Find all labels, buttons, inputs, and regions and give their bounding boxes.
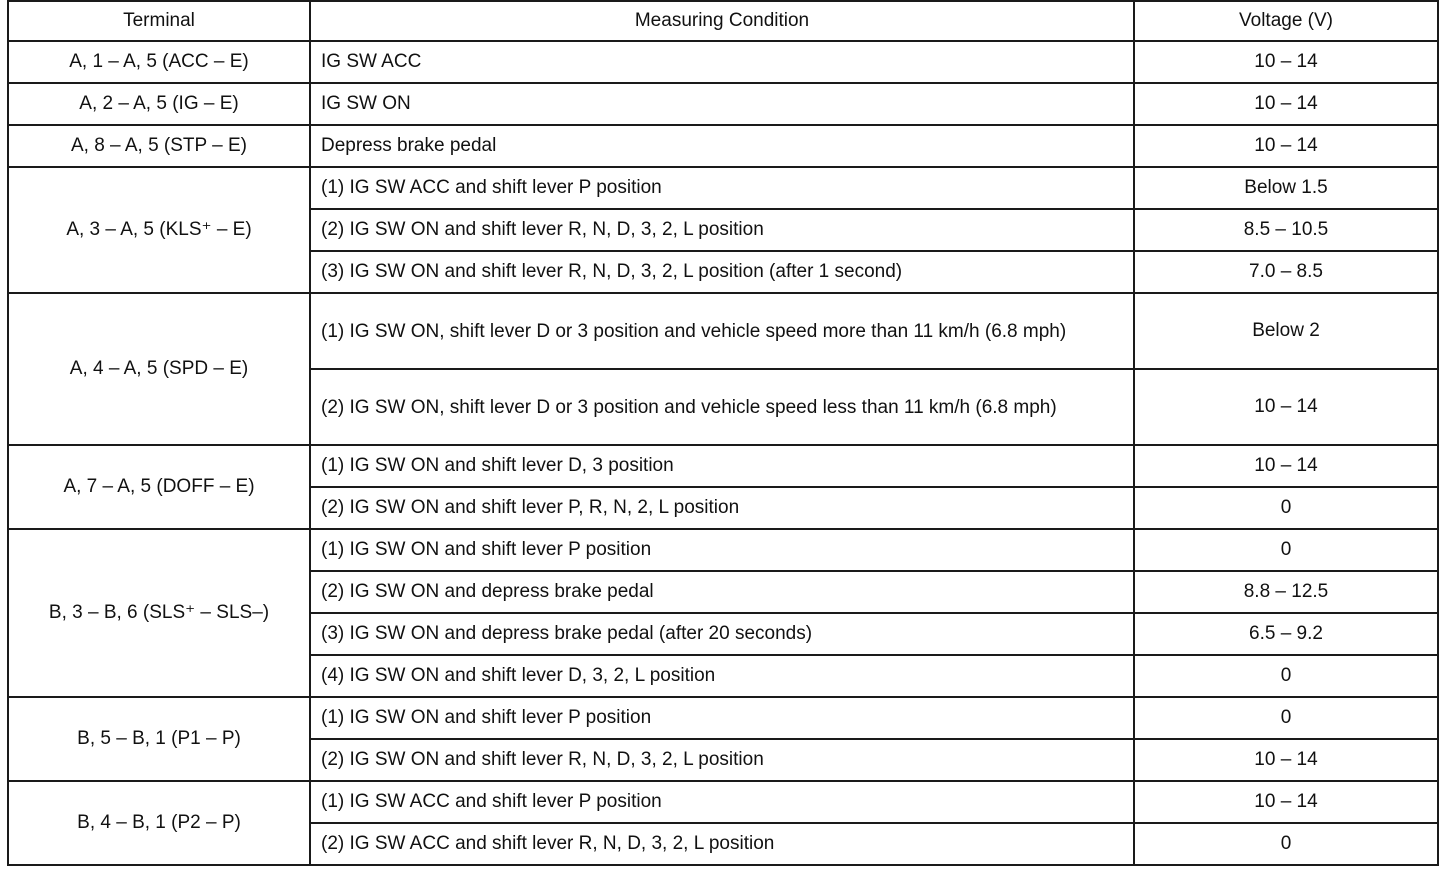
header-terminal: Terminal [8,1,310,41]
terminal-cell: A, 1 – A, 5 (ACC – E) [8,41,310,83]
condition-cell: (2) IG SW ON and shift lever R, N, D, 3, 2, L position [310,739,1134,781]
table-row [8,167,1438,209]
terminal-cell: B, 5 – B, 1 (P1 – P) [8,697,310,781]
condition-cell: Depress brake pedal [310,125,1134,167]
voltage-cell: Below 2 [1134,293,1438,369]
table-body [8,41,1438,865]
voltage-cell: 7.0 – 8.5 [1134,251,1438,293]
condition-cell: (2) IG SW ON, shift lever D or 3 position and vehicle speed less than 11 km/h (6.8 mph) [310,369,1134,445]
condition-cell: (1) IG SW ON and shift lever P position [310,529,1134,571]
table-row [8,293,1438,369]
condition-cell: (2) IG SW ON and depress brake pedal [310,571,1134,613]
voltage-cell: 10 – 14 [1134,445,1438,487]
voltage-cell: 10 – 14 [1134,739,1438,781]
table-row [8,41,1438,83]
table-row [8,445,1438,487]
voltage-cell: 10 – 14 [1134,369,1438,445]
terminal-cell: A, 4 – A, 5 (SPD – E) [8,293,310,445]
condition-cell: (2) IG SW ACC and shift lever R, N, D, 3, 2, L position [310,823,1134,865]
voltage-cell: 10 – 14 [1134,781,1438,823]
terminal-voltage-table [7,0,1439,866]
condition-cell: (1) IG SW ON and shift lever P position [310,697,1134,739]
table-row [8,529,1438,571]
voltage-cell: 0 [1134,655,1438,697]
condition-cell: (1) IG SW ON, shift lever D or 3 position and vehicle speed more than 11 km/h (6.8 mph) [310,293,1134,369]
condition-cell: (1) IG SW ACC and shift lever P position [310,167,1134,209]
header-measuring-condition: Measuring Condition [310,1,1134,41]
table-row [8,697,1438,739]
voltage-cell: 10 – 14 [1134,125,1438,167]
table-row [8,781,1438,823]
voltage-cell: 0 [1134,529,1438,571]
voltage-cell: 0 [1134,487,1438,529]
header-row [8,1,1438,41]
terminal-cell: B, 3 – B, 6 (SLS⁺ – SLS–) [8,529,310,697]
terminal-cell: A, 3 – A, 5 (KLS⁺ – E) [8,167,310,293]
voltage-cell: 10 – 14 [1134,83,1438,125]
voltage-cell: Below 1.5 [1134,167,1438,209]
condition-cell: IG SW ACC [310,41,1134,83]
voltage-cell: 0 [1134,697,1438,739]
voltage-spec-sheet [7,0,1437,866]
terminal-cell: A, 2 – A, 5 (IG – E) [8,83,310,125]
condition-cell: (1) IG SW ACC and shift lever P position [310,781,1134,823]
voltage-cell: 8.5 – 10.5 [1134,209,1438,251]
voltage-cell: 6.5 – 9.2 [1134,613,1438,655]
header-voltage: Voltage (V) [1134,1,1438,41]
condition-cell: (3) IG SW ON and depress brake pedal (after 20 seconds) [310,613,1134,655]
condition-cell: IG SW ON [310,83,1134,125]
condition-cell: (1) IG SW ON and shift lever D, 3 position [310,445,1134,487]
condition-cell: (2) IG SW ON and shift lever R, N, D, 3, 2, L position [310,209,1134,251]
table-row [8,83,1438,125]
condition-cell: (2) IG SW ON and shift lever P, R, N, 2, L position [310,487,1134,529]
condition-cell: (3) IG SW ON and shift lever R, N, D, 3, 2, L position (after 1 second) [310,251,1134,293]
table-row [8,125,1438,167]
voltage-cell: 8.8 – 12.5 [1134,571,1438,613]
terminal-cell: A, 8 – A, 5 (STP – E) [8,125,310,167]
voltage-cell: 10 – 14 [1134,41,1438,83]
terminal-cell: A, 7 – A, 5 (DOFF – E) [8,445,310,529]
table-header [8,1,1438,41]
terminal-cell: B, 4 – B, 1 (P2 – P) [8,781,310,865]
condition-cell: (4) IG SW ON and shift lever D, 3, 2, L position [310,655,1134,697]
voltage-cell: 0 [1134,823,1438,865]
